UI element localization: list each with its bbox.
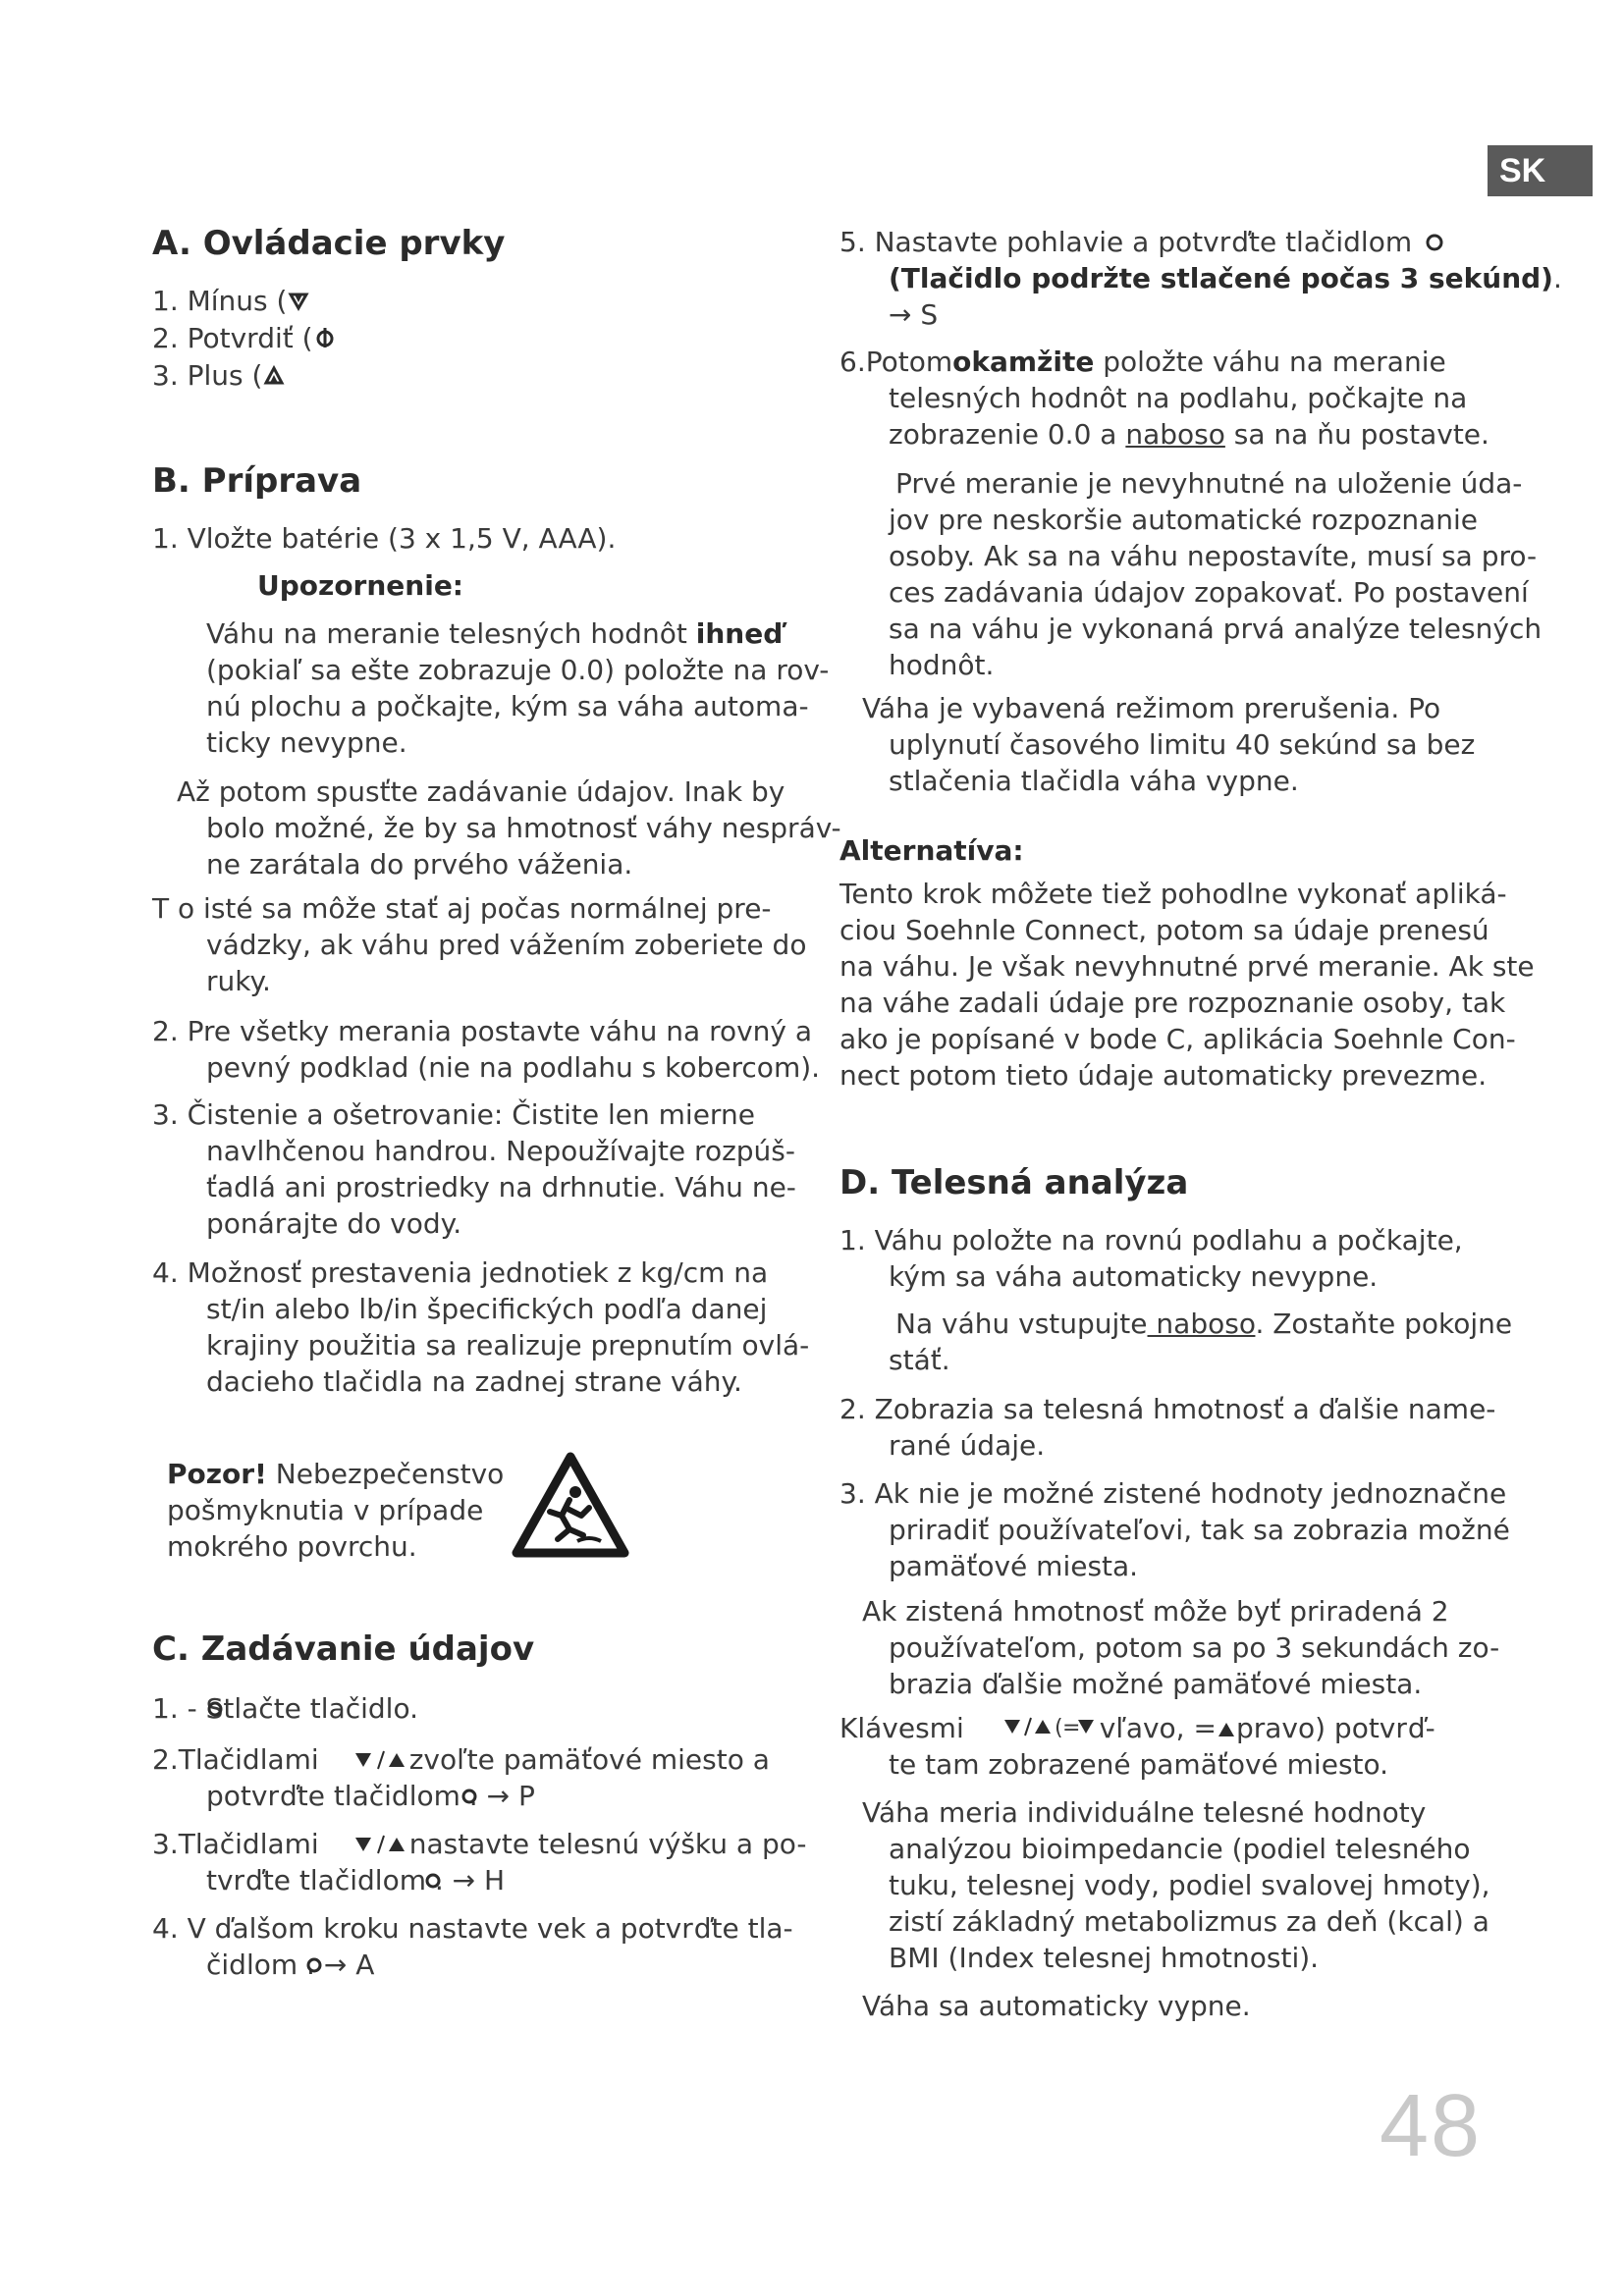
step-5-line-2: (Tlačidlo podržte stlačené počas 3 sekúnd). <box>889 262 1562 294</box>
auto-off-text: Váha sa automaticky vypne. <box>862 1990 1251 2022</box>
notice-label: Upozornenie: <box>257 569 463 602</box>
down-up-down-keys-icon <box>1003 1712 1098 1748</box>
step-6-line-3: zobrazenie 0.0 a naboso sa na ňu postavte. <box>889 418 1489 451</box>
slippery-surface-warning-icon <box>511 1451 630 1565</box>
warning-line-2: pošmyknutia v prípade <box>167 1494 484 1526</box>
warning-line-3: mokrého povrchu. <box>167 1530 417 1563</box>
alternative-line-4: na váhe zadali údaje pre rozpoznanie osoby, tak <box>839 987 1506 1019</box>
bia-line-1: Váha meria individuálne telesné hodnoty <box>862 1796 1427 1829</box>
notice3-line-2: vádzky, ak váhu pred vážením zoberiete do <box>206 929 807 961</box>
section-b-item-2-line-1: 2. Pre všetky merania postavte váhu na rovný a <box>152 1015 813 1047</box>
section-b-item-3-line-3: ťadlá ani prostriedky na drhnutie. Váhu ne- <box>206 1171 796 1203</box>
section-b-item-4-line-3: krajiny použitia sa realizuje prepnutím ovlá- <box>206 1329 810 1362</box>
set-key-icon <box>424 1872 442 1894</box>
set-key-icon <box>460 1788 478 1809</box>
section-c-item-2-line-2: potvrďte tlačidlom . → P <box>206 1780 535 1812</box>
section-d-item-1-line-2: kým sa váha automaticky nevypne. <box>889 1260 1379 1293</box>
warning-line-1: Pozor! Nebezpečenstvo <box>167 1458 505 1490</box>
minus-key-icon <box>287 285 310 321</box>
bia-line-3: tuku, telesnej vody, podiel svalovej hmoty), <box>889 1869 1490 1901</box>
first-measure-line-6: hodnôt. <box>889 649 995 681</box>
svg-text:(: ( <box>1054 1715 1063 1739</box>
alternative-line-2: ciou Soehnle Connect, potom sa údaje prenesú <box>839 914 1489 946</box>
notice2-line-2: bolo možné, že by sa hmotnosť váhy nespráv- <box>206 812 841 844</box>
section-b-item-4-line-4: dacieho tlačidla na zadnej strane váhy. <box>206 1365 742 1398</box>
section-d-item-3-line-2: priradiť používateľovi, tak sa zobrazia možné <box>889 1514 1510 1546</box>
set-key-icon <box>1424 226 1445 262</box>
notice3-line-1: T o isté sa môže stať aj počas normálnej pre- <box>152 892 772 925</box>
section-b-item-1: 1. Vložte batérie (3 x 1,5 V, AAA). <box>152 522 617 555</box>
section-b-item-3-line-2: navlhčenou handrou. Nepoužívajte rozpúš- <box>206 1135 795 1167</box>
timeout-line-2: uplynutí časového limitu 40 sekúnd sa bez <box>889 728 1476 761</box>
section-a-item-minus: 1. Mínus ( <box>152 283 310 321</box>
section-d-item-3-line-1: 3. Ak nie je možné zistené hodnoty jednoznačne <box>839 1477 1507 1510</box>
section-d-item-2-line-1: 2. Zobrazia sa telesná hmotnosť a ďalšie name- <box>839 1393 1496 1425</box>
section-d-item-2-line-2: rané údaje. <box>889 1429 1046 1462</box>
down-up-keys-icon <box>354 1828 406 1864</box>
first-measure-line-4: ces zadávania údajov zopakovať. Po postavení <box>889 576 1529 609</box>
notice-line-4: ticky nevypne. <box>206 726 407 759</box>
timeout-line-3: stlačenia tlačidla váha vypne. <box>889 765 1299 797</box>
step-6-line-1: 6.Potomokamžite položte váhu na meranie <box>839 346 1446 378</box>
section-a-item-confirm: 2. Potvrdiť ( <box>152 320 337 358</box>
notice-line-1: Váhu na meranie telesných hodnôt ihneď <box>206 617 784 650</box>
down-up-keys-icon <box>354 1743 406 1780</box>
section-c-item-1: 1. - Stlačte tlačidlo. <box>152 1692 418 1725</box>
step-5-line-1: 5. Nastavte pohlavie a potvrďte tlačidlom <box>839 224 1445 262</box>
section-c-item-3-line-2: tvrďte tlačidlom . → H <box>206 1864 506 1896</box>
notice2-line-3: ne zarátala do prvého váženia. <box>206 848 633 881</box>
confirm-key-icon <box>313 322 337 358</box>
section-d-item-1-line-4: stáť. <box>889 1344 950 1376</box>
section-b-item-3-line-4: ponárajte do vody. <box>206 1207 462 1240</box>
assign-line-3: brazia ďalšie možné pamäťové miesta. <box>889 1668 1423 1700</box>
section-b-item-4-line-1: 4. Možnosť prestavenia jednotiek z kg/cm na <box>152 1256 769 1289</box>
alternative-line-5: ako je popísané v bode C, aplikácia Soehnle Con- <box>839 1023 1516 1055</box>
section-a-title: A. Ovládacie prvky <box>152 224 506 263</box>
step-5-line-3: → S <box>889 298 939 331</box>
step-6-line-2: telesných hodnôt na podlahu, počkajte na <box>889 382 1468 414</box>
notice3-line-3: ruky. <box>206 965 271 997</box>
section-b-item-3-line-1: 3. Čistenie a ošetrovanie: Čistite len mierne <box>152 1098 755 1131</box>
section-d-item-1-line-1: 1. Váhu položte na rovnú podlahu a počkajte, <box>839 1224 1463 1256</box>
section-b-item-2-line-2: pevný podklad (nie na podlahu s kobercom). <box>206 1051 821 1084</box>
section-a-item-plus: 3. Plus ( <box>152 357 286 396</box>
section-b-title: B. Príprava <box>152 461 362 501</box>
bia-line-5: BMI (Index telesnej hmotnosti). <box>889 1942 1320 1974</box>
section-c-item-2-line-1: 2.Tlačidlami zvoľte pamäťové miesto a <box>152 1741 770 1780</box>
section-d-item-3-line-3: pamäťové miesta. <box>889 1550 1139 1582</box>
page-number: 48 <box>1380 2077 1483 2175</box>
alternative-line-3: na váhu. Je však nevyhnutné prvé meranie. Ak ste <box>839 950 1535 983</box>
timeout-line-1: Váha je vybavená režimom prerušenia. Po <box>862 692 1441 724</box>
first-measure-line-1: Prvé meranie je nevyhnutné na uloženie úda- <box>895 467 1523 500</box>
keys-line-2: te tam zobrazené pamäťové miesto. <box>889 1748 1389 1781</box>
keys-line-1: Klávesmi ( = vľavo, = pravo) potvrď- <box>839 1710 1435 1748</box>
alternative-label: Alternatíva: <box>839 834 1024 867</box>
section-d-item-1-line-3: Na váhu vstupujte naboso. Zostaňte pokojne <box>895 1308 1513 1340</box>
set-key-icon <box>305 1956 323 1978</box>
assign-line-1: Ak zistená hmotnosť môže byť priradená 2 <box>862 1595 1449 1628</box>
alternative-line-1: Tento krok môžete tiež pohodlne vykonať apliká- <box>839 878 1507 910</box>
section-b-item-4-line-2: st/in alebo lb/in špecifických podľa danej <box>206 1293 768 1325</box>
svg-text:=: = <box>1061 1715 1081 1739</box>
up-key-icon <box>1217 1712 1236 1748</box>
plus-key-icon <box>262 359 286 396</box>
section-c-title: C. Zadávanie údajov <box>152 1629 535 1669</box>
section-d-title: D. Telesná analýza <box>839 1163 1189 1202</box>
alternative-line-6: nect potom tieto údaje automaticky prevezme. <box>839 1059 1488 1092</box>
section-c-item-4-line-2: čidlom . → A <box>206 1949 375 1981</box>
bia-line-4: zistí základný metabolizmus za deň (kcal) a <box>889 1905 1489 1938</box>
notice-line-2: (pokiaľ sa ešte zobrazuje 0.0) položte na rov- <box>206 654 830 686</box>
set-key-icon <box>206 1700 224 1722</box>
section-c-item-3-line-1: 3.Tlačidlami nastavte telesnú výšku a po- <box>152 1826 807 1864</box>
assign-line-2: používateľom, potom sa po 3 sekundách zo- <box>889 1631 1500 1664</box>
section-c-item-4-line-1: 4. V ďalšom kroku nastavte vek a potvrďte tla- <box>152 1912 793 1945</box>
language-tab: SK <box>1488 145 1593 196</box>
notice-line-3: nú plochu a počkajte, kým sa váha automa- <box>206 690 809 722</box>
notice2-line-1: Až potom spusťte zadávanie údajov. Inak by <box>177 775 785 808</box>
first-measure-line-3: osoby. Ak sa na váhu nepostavíte, musí sa pro- <box>889 540 1538 572</box>
bia-line-2: analýzou bioimpedancie (podiel telesného <box>889 1833 1471 1865</box>
first-measure-line-5: sa na váhu je vykonaná prvá analýze telesných <box>889 613 1543 645</box>
first-measure-line-2: jov pre neskoršie automatické rozpoznanie <box>889 504 1479 536</box>
